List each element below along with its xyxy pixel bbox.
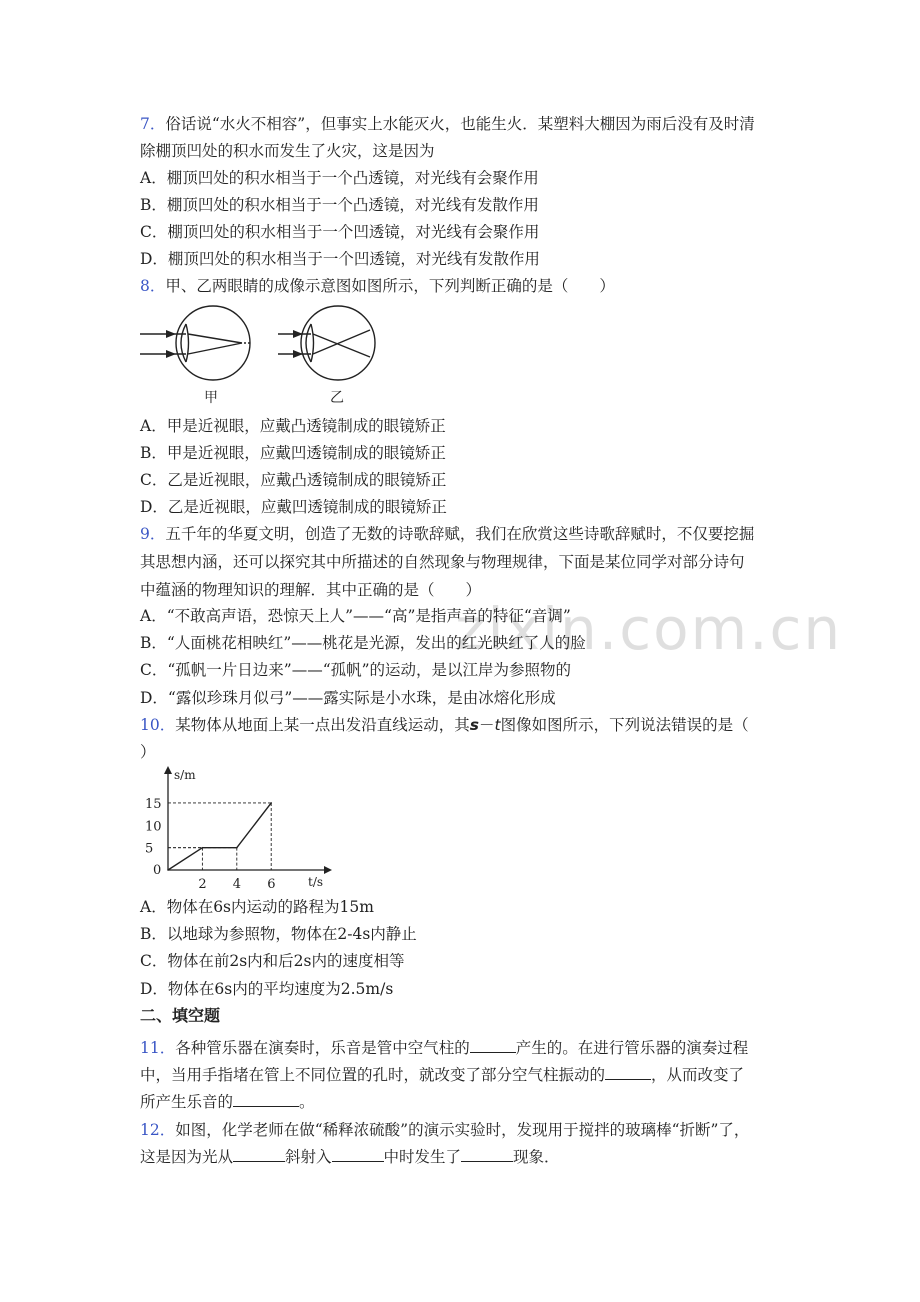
q10-option-a: A．物体在6s内运动的路程为15m: [140, 898, 374, 916]
x-axis-label: t/s: [308, 875, 324, 889]
q7-option-a: A．棚顶凹处的积水相当于一个凸透镜，对光线有会聚作用: [140, 169, 539, 187]
q9-stem-line1: 9．五千年的华夏文明，创造了无数的诗歌辞赋，我们在欣赏这些诗歌辞赋时，不仅要挖掘: [140, 525, 755, 543]
q8-option-d: D．乙是近视眼，应戴凹透镜制成的眼镜矫正: [140, 498, 447, 516]
q9-option-c: C．“孤帆一片日边来”——“孤帆”的运动，是以江岸为参照物的: [140, 661, 572, 679]
st-chart: [138, 766, 338, 892]
q8-number: 8．: [140, 277, 166, 295]
watermark: zixin.com.cn: [455, 595, 843, 663]
y-tick-label: 10: [145, 819, 162, 835]
x-tick-label: 6: [267, 877, 276, 892]
q9-option-d: D．“露似珍珠月似弓”——露实际是小水珠，是由冰熔化形成: [140, 689, 556, 707]
q11-line1: 11．各种管乐器在演奏时，乐音是管中空气柱的 产生的。在进行管乐器的演奏过程: [140, 1039, 749, 1057]
q7-stem-line1: 7．俗话说“水火不相容”，但事实上水能灭火，也能生火．某塑料大棚因为雨后没有及时清: [140, 115, 755, 133]
q10-option-c: C．物体在前2s内和后2s内的速度相等: [140, 952, 405, 970]
q10-stem-line2: ）: [140, 743, 156, 761]
st-series-line: [168, 803, 271, 870]
q11-number: 11．: [140, 1039, 176, 1057]
q7-option-c: C．棚顶凹处的积水相当于一个凹透镜，对光线有会聚作用: [140, 223, 540, 241]
eye-diagram: [138, 300, 383, 408]
st-data-point: [202, 847, 204, 849]
x-axis-arrow: [324, 866, 332, 874]
x-tick-label: 4: [232, 877, 242, 892]
q11-blank-3[interactable]: [233, 1092, 299, 1107]
q12-number: 12．: [140, 1121, 176, 1139]
q8-option-c: C．乙是近视眼，应戴凸透镜制成的眼镜矫正: [140, 471, 447, 489]
q11-blank-2[interactable]: [605, 1065, 651, 1080]
q7-option-d: D．棚顶凹处的积水相当于一个凹透镜，对光线有发散作用: [140, 250, 540, 268]
eye-diagram-b: [278, 306, 375, 406]
q12-blank-2[interactable]: [332, 1147, 384, 1162]
st-data-point: [236, 847, 238, 849]
q12-blank-1[interactable]: [233, 1147, 285, 1162]
q10-stem-line1: 10．某物体从地面上某一点出发沿直线运动，其s－t图像如图所示，下列说法错误的是（: [140, 716, 749, 734]
section-title: 二、填空题: [140, 1006, 221, 1025]
q12-line1: 12．如图，化学老师在做“稀释浓硫酸”的演示实验时，发现用于搅拌的玻璃棒“折断”了，: [140, 1121, 750, 1139]
q8-option-b: B．甲是近视眼，应戴凹透镜制成的眼镜矫正: [140, 444, 446, 462]
q11-blank-1[interactable]: [470, 1038, 516, 1053]
q9-option-a: A．“不敢高声语，恐惊天上人”——“高”是指声音的特征“音调”: [140, 607, 571, 625]
q12-blank-3[interactable]: [461, 1147, 513, 1162]
st-data-point: [270, 802, 272, 804]
x-tick-label: 2: [198, 877, 207, 892]
q10-number: 10．: [140, 716, 176, 734]
q10-option-d: D．物体在6s内的平均速度为2.5m/s: [140, 980, 394, 998]
y-tick-label: 5: [145, 841, 154, 857]
st-data-point: [167, 869, 169, 871]
q7-stem-line2: 除棚顶凹处的积水而发生了火灾，这是因为: [140, 142, 435, 160]
eye-label-a: 甲: [204, 390, 218, 406]
y-axis-arrow: [164, 766, 172, 774]
q7-number: 7．: [140, 115, 166, 133]
q7-option-b: B．棚顶凹处的积水相当于一个凸透镜，对光线有发散作用: [140, 196, 539, 214]
q9-option-b: B．“人面桃花相映红”——桃花是光源，发出的红光映红了人的脸: [140, 634, 586, 652]
y-tick-label: 15: [145, 796, 162, 812]
origin-label: 0: [153, 863, 162, 878]
q11-line3: 所产生乐音的 。: [140, 1093, 315, 1111]
q11-line2: 中，当用手指堵在管上不同位置的孔时，就改变了部分空气柱振动的 ，从而改变了: [140, 1066, 745, 1084]
q12-line2: 这是因为光从 斜射入 中时发生了 现象．: [140, 1148, 560, 1166]
eye-label-b: 乙: [330, 390, 344, 406]
q8-option-a: A．甲是近视眼，应戴凸透镜制成的眼镜矫正: [140, 417, 446, 435]
q9-stem-line2: 其思想内涵，还可以探究其中所描述的自然现象与物理规律，下面是某位同学对部分诗句: [140, 553, 745, 571]
y-axis-label: s/m: [174, 768, 196, 782]
q9-number: 9．: [140, 525, 166, 543]
eye-diagram-a: [140, 306, 250, 406]
q10-option-b: B．以地球为参照物，物体在2-4s内静止: [140, 925, 417, 943]
q9-stem-line3: 中蕴涵的物理知识的理解．其中正确的是（ ）: [140, 581, 482, 599]
q8-stem: 8．甲、乙两眼睛的成像示意图如图所示，下列判断正确的是（ ）: [140, 277, 615, 295]
